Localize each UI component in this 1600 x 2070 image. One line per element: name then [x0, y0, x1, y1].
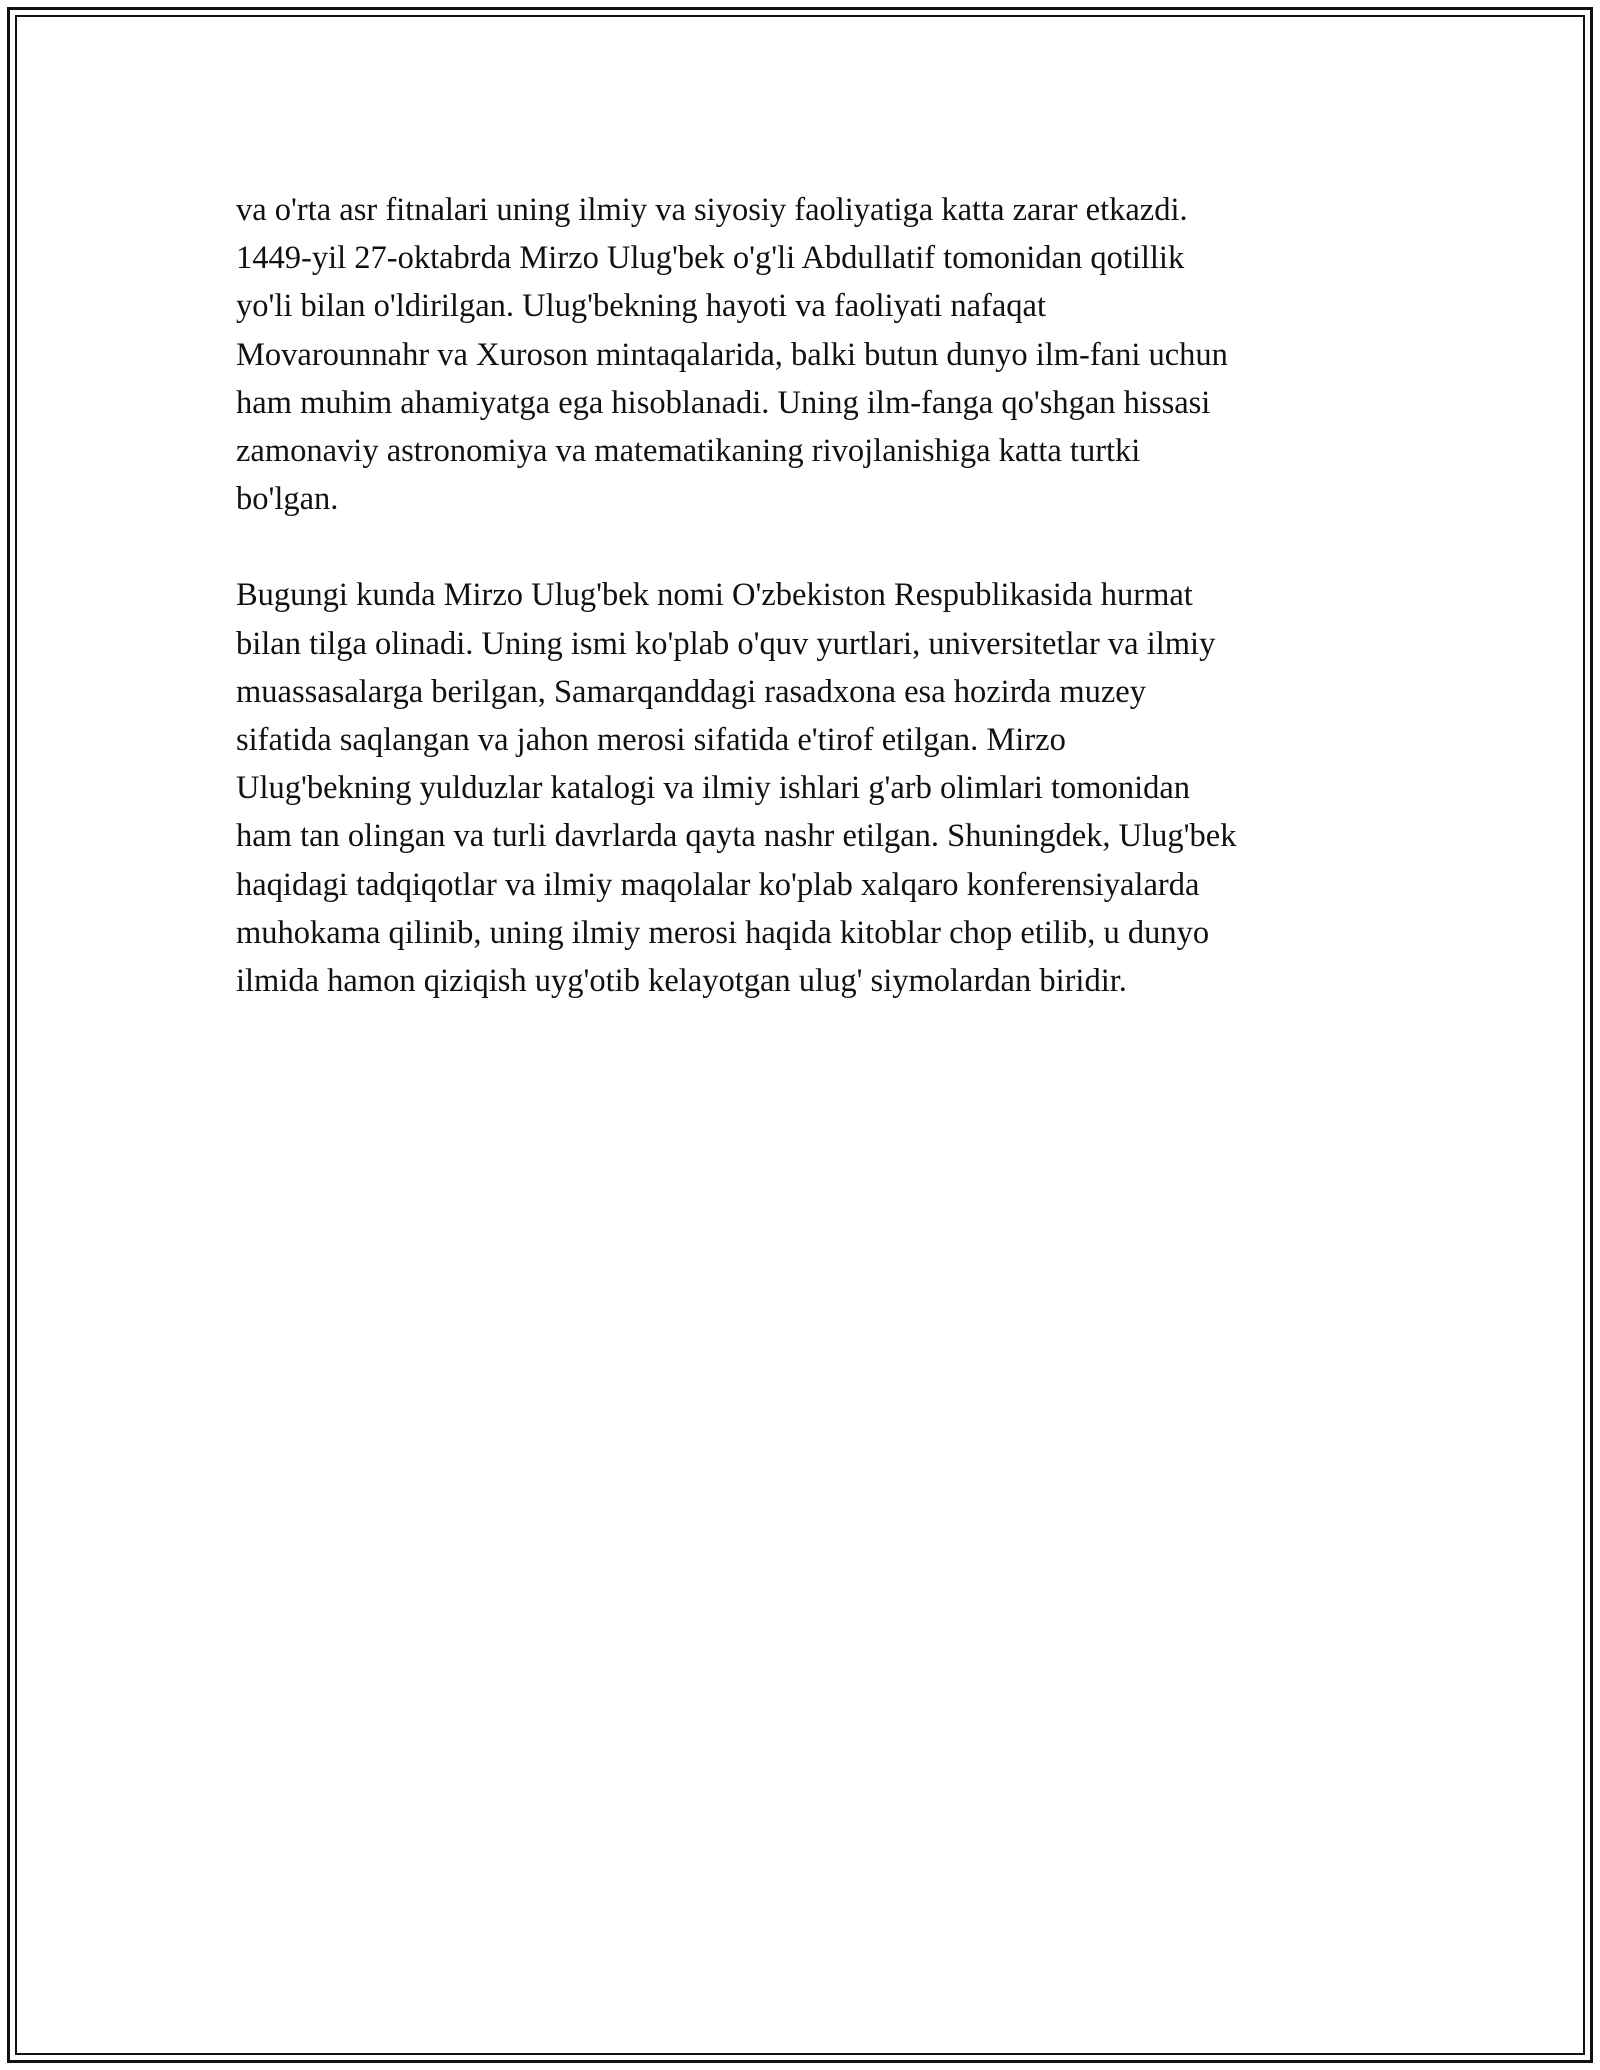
- paragraph-line: bo'lgan.: [236, 481, 339, 518]
- paragraph-line: Movarounnahr va Xuroson mintaqalarida, balki butun dunyo ilm-fani uchun: [236, 336, 1228, 373]
- paragraph-line: haqidagi tadqiqotlar va ilmiy maqolalar ko'plab xalqaro konferensiyalarda: [236, 866, 1200, 903]
- document-body: [236, 186, 1376, 1053]
- paragraph-line: 1449-yil 27-oktabrda Mirzo Ulug'bek o'g'li Abdullatif tomonidan qotillik: [236, 240, 1185, 277]
- paragraph-line: Ulug'bekning yulduzlar katalogi va ilmiy ishlari g'arb olimlari tomonidan: [236, 770, 1191, 807]
- paragraph-line: muassasalarga berilgan, Samarqanddagi rasadxona esa hozirda muzey: [236, 673, 1146, 710]
- paragraph-line: ham tan olingan va turli davrlarda qayta nashr etilgan. Shuningdek, Ulug'bek: [236, 818, 1237, 855]
- paragraph-line: bilan tilga olinadi. Uning ismi ko'plab o'quv yurtlari, universitetlar va ilmiy: [236, 625, 1216, 662]
- paragraph-line: ilmida hamon qiziqish uyg'otib kelayotgan ulug' siymolardan biridir.: [236, 963, 1127, 1000]
- paragraph-1: [236, 186, 1376, 523]
- paragraph-line: ham muhim ahamiyatga ega hisoblanadi. Uning ilm-fanga qo'shgan hissasi: [236, 384, 1211, 421]
- paragraph-line: va o'rta asr fitnalari uning ilmiy va siyosiy faoliyatiga katta zarar etkazdi.: [236, 192, 1188, 228]
- paragraph-line: sifatida saqlangan va jahon merosi sifatida e'tirof etilgan. Mirzo: [236, 722, 1066, 759]
- paragraph-2: [236, 571, 1376, 1005]
- paragraph-line: zamonaviy astronomiya va matematikaning rivojlanishiga katta turtki: [236, 433, 1141, 470]
- paragraph-line: Bugungi kunda Mirzo Ulug'bek nomi O'zbekiston Respublikasida hurmat: [236, 577, 1193, 614]
- paragraph-line: yo'li bilan o'ldirilgan. Ulug'bekning hayoti va faoliyati nafaqat: [236, 288, 1047, 325]
- paragraph-line: muhokama qilinib, uning ilmiy merosi haqida kitoblar chop etilib, u dunyo: [236, 914, 1210, 951]
